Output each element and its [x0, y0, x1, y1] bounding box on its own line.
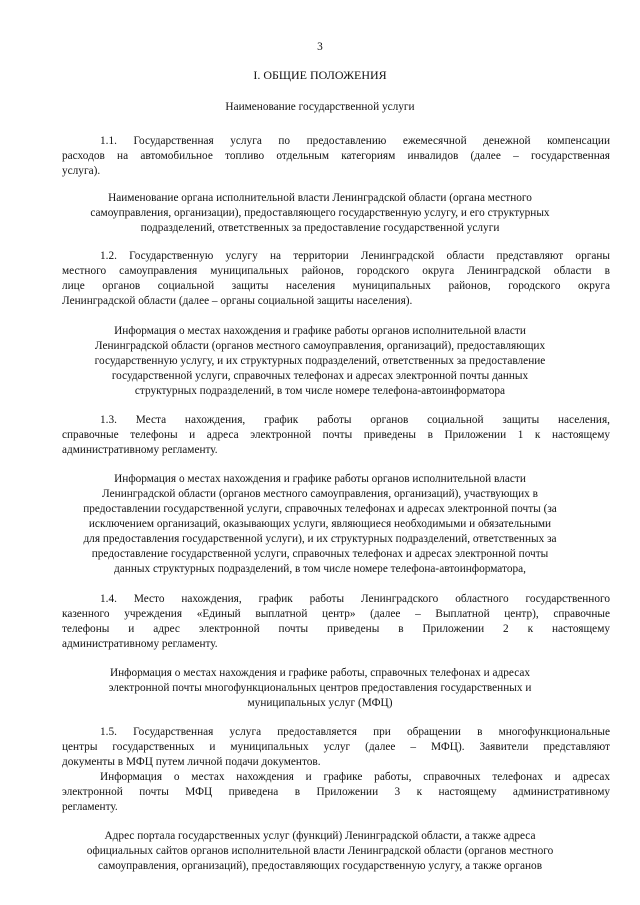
- text-line: Ленинградской области (органов местного самоуправления, организаций), предоставляющих: [94, 340, 546, 352]
- text-line: административному регламенту.: [62, 444, 218, 456]
- text-line: самоуправления, организации), предоставляющего государственную услугу, и его структурных: [90, 207, 550, 219]
- text-line: Информация о местах нахождения и графике работы органов исполнительной власти: [114, 473, 526, 485]
- text-line: 1.5. Государственная услуга предоставляется при обращении в многофункциональные: [100, 726, 610, 738]
- text-line: расходов на автомобильное топливо отдельным категориям инвалидов (далее – государственная: [62, 150, 610, 162]
- text-line: документы в МФЦ путем личной подачи документов.: [62, 756, 321, 768]
- text-line: 1.4. Место нахождения, график работы Ленинградского областного государственного: [100, 593, 610, 605]
- text-line: исключением организаций, оказывающих услуги, являющиеся необходимыми и обязательными: [88, 518, 552, 530]
- text-line: регламенту.: [62, 801, 118, 813]
- text-line: Ленинградской области (далее – органы социальной защиты населения).: [62, 295, 413, 307]
- text-line: административному регламенту.: [62, 638, 218, 650]
- text-line: лице органов социальной защиты населения муниципальных районов, городского округа: [62, 280, 610, 292]
- text-line: электронной почты МФЦ приведена в Приложении 3 к настоящему административному: [62, 786, 610, 798]
- text-line: электронной почты многофункциональных центров предоставления государственных и: [108, 682, 532, 694]
- page-number: 3: [317, 41, 323, 53]
- text-line: для предоставления государственной услуги), и их структурных подразделений, ответственных за: [83, 533, 557, 545]
- text-line: Адрес портала государственных услуг (функций) Ленинградской области, а также адреса: [104, 830, 536, 842]
- text-line: 1.1. Государственная услуга по предоставлению ежемесячной денежной компенсации: [100, 135, 610, 147]
- text-line: центры государственных и муниципальных услуг (далее – МФЦ). Заявители представляют: [62, 741, 610, 753]
- text-line: муниципальных услуг (МФЦ): [247, 697, 393, 709]
- text-line: Наименование государственной услуги: [225, 101, 415, 113]
- text-line: предоставлении государственной услуги, справочных телефонах и адресах электронной почты (за: [83, 503, 557, 515]
- text-line: Наименование органа исполнительной власти Ленинградской области (органа местного: [108, 192, 532, 204]
- text-line: подразделений, ответственных за предоставление государственной услуги: [140, 222, 500, 234]
- text-line: государственной услуги, справочных телефонах и адресах электронной почты данных: [111, 370, 529, 382]
- text-line: телефоны и адрес электронной почты приведены в Приложении 2 к настоящему: [62, 623, 610, 635]
- text-line: государственную услугу, и их структурных подразделений, ответственных за предоставление: [94, 355, 546, 367]
- text-line: казенного учреждения «Единый выплатной центр» (далее – Выплатной центр), справочные: [62, 608, 610, 620]
- text-line: самоуправления, организаций), предоставляющих государственную услугу, а также органов: [97, 860, 543, 872]
- text-line: Ленинградской области (органов местного самоуправления, организаций), участвующих в: [102, 488, 538, 500]
- text-line: 1.2. Государственную услугу на территории Ленинградской области представляют органы: [100, 250, 610, 262]
- text-line: Информация о местах нахождения и графике работы, справочных телефонах и адресах: [109, 667, 531, 679]
- text-line: предоставление государственной услуги, справочных телефонах и адресах электронной почты: [91, 548, 549, 560]
- text-line: Информация о местах нахождения и графике работы органов исполнительной власти: [114, 325, 526, 337]
- text-line: 1.3. Места нахождения, график работы органов социальной защиты населения,: [100, 414, 610, 426]
- text-line: Информация о местах нахождения и графике работы, справочных телефонах и адресах: [100, 771, 610, 783]
- text-line: справочные телефоны и адреса электронной почты приведены в Приложении 1 к настоящему: [62, 429, 610, 441]
- section-title: I. ОБЩИЕ ПОЛОЖЕНИЯ: [253, 68, 387, 82]
- text-line: официальных сайтов органов исполнительной власти Ленинградской области (органов местного: [86, 845, 554, 857]
- text-line: данных структурных подразделений, в том числе номере телефона-автоинформатора,: [114, 563, 526, 575]
- text-line: структурных подразделений, в том числе номере телефона-автоинформатора: [134, 385, 506, 397]
- text-line: услуга).: [62, 165, 101, 177]
- text-line: местного самоуправления муниципальных районов, городского округа Ленинградской области в: [62, 265, 610, 277]
